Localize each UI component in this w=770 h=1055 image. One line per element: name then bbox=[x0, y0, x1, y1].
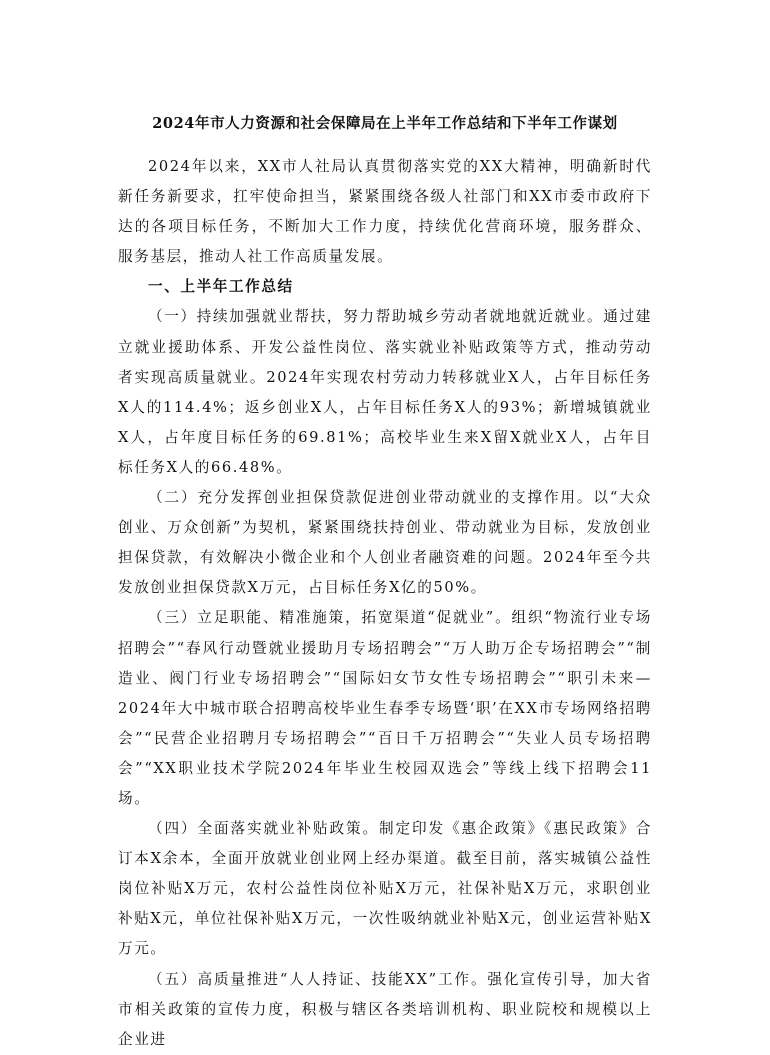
paragraph-skills-certification: （五）高质量推进“人人持证、技能XX”工作。强化宣传引导，加大省市相关政策的宣传力度，积极与辖区各类培训机构、职业院校和规模以上企业进 bbox=[118, 970, 652, 1048]
paragraph-startup-loans: （二）充分发挥创业担保贷款促进创业带动就业的支撑作用。以“大众创业、万众创新”为契机，紧紧围绕扶持创业、带动就业为目标，发放创业担保贷款，有效解决小微企业和个人创业者融资难的问题。2024年至今共发放创业担保贷款X万元，占目标任务X亿的50%。 bbox=[118, 489, 652, 597]
section-heading: 一、上半年工作总结 bbox=[148, 278, 294, 296]
document-title: 2024年市人力资源和社会保障局在上半年工作总结和下半年工作谋划 bbox=[152, 115, 618, 132]
paragraph-job-fairs: （三）立足职能、精准施策，拓宽渠道“促就业”。组织“物流行业专场招聘会”“春风行动暨就业援助月专场招聘会”“万人助万企专场招聘会”“制造业、阀门行业专场招聘会”“国际妇女节女性专场招聘会”“职引未来—2024年大中城市联合招聘高校毕业生春季专场暨‘职’在XX市专场网络招聘会”“民营企业招聘月专场招聘会”“百日千万招聘会”“失业人员专场招聘会”“XX职业技术学院2024年毕业生校园双选会”等线上线下招聘会11场。 bbox=[118, 609, 652, 807]
paragraph-employment-support: （一）持续加强就业帮扶，努力帮助城乡劳动者就地就近就业。通过建立就业援助体系、开发公益性岗位、落实就业补贴政策等方式，推动劳动者实现高质量就业。2024年实现农村劳动力转移就业X人，占年目标任务X人的114.4%；返乡创业X人，占年目标任务X人的93%；新增城镇就业X人，占年度目标任务的69.81%；高校毕业生来X留X就业X人，占年目标任务X人的66.48%。 bbox=[118, 308, 652, 476]
paragraph-subsidies: （四）全面落实就业补贴政策。制定印发《惠企政策》《惠民政策》合订本X余本，全面开放就业创业网上经办渠道。截至目前，落实城镇公益性岗位补贴X万元，农村公益性岗位补贴X万元，社保补贴X万元，求职创业补贴X元，单位社保补贴X万元，一次性吸纳就业补贴X元，创业运营补贴X万元。 bbox=[118, 820, 652, 958]
document-body bbox=[118, 152, 652, 1055]
intro-paragraph: 2024年以来，XX市人社局认真贯彻落实党的XX大精神，明确新时代新任务新要求，扛牢使命担当，紧紧围绕各级人社部门和XX市委市政府下达的各项目标任务，不断加大工作力度，持续优化营商环境，服务群众、服务基层，推动人社工作高质量发展。 bbox=[118, 158, 652, 266]
